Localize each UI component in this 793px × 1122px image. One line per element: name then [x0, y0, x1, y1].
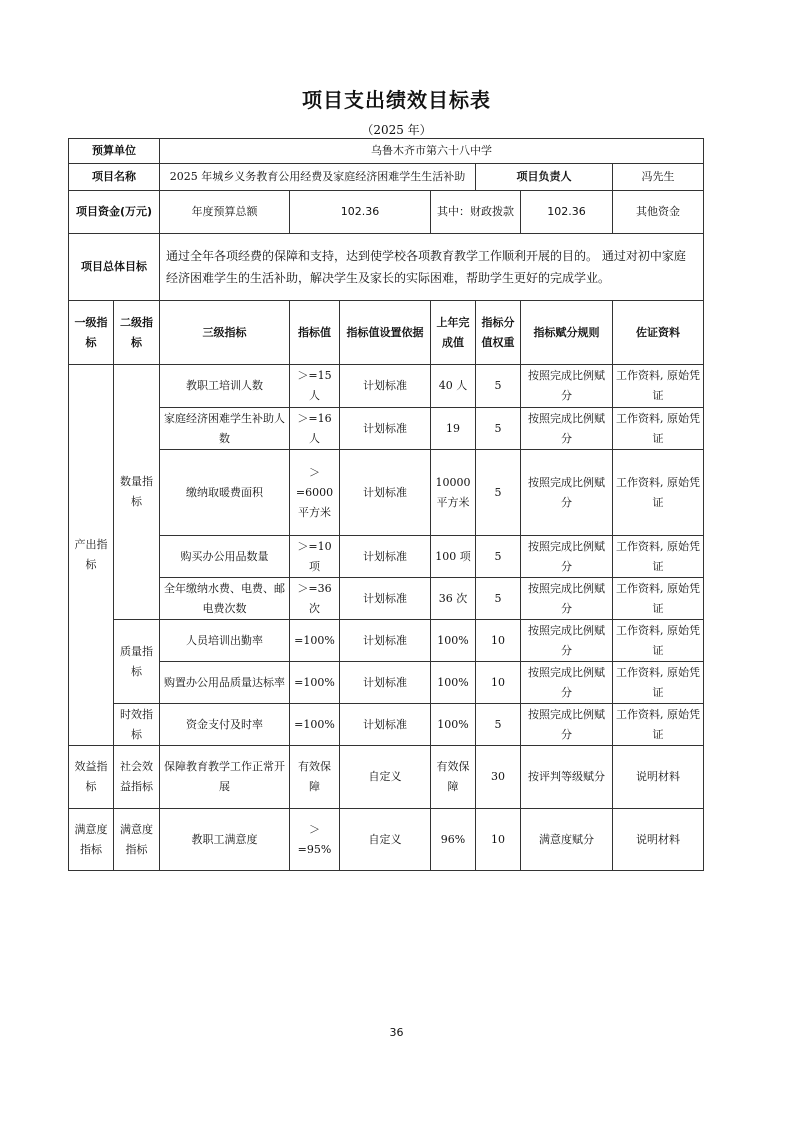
indicator-basis: 自定义	[340, 746, 431, 809]
indicator-basis: 计划标准	[340, 704, 431, 746]
performance-table	[68, 138, 704, 871]
indicator-rule: 满意度赋分	[521, 809, 613, 871]
indicator-last-year: 100 项	[431, 536, 476, 578]
header-evidence: 佐证资料	[613, 301, 704, 365]
group-output: 产出指标	[69, 365, 114, 746]
budget-unit-value: 乌鲁木齐市第六十八中学	[160, 139, 704, 164]
header-level1: 一级指标	[69, 301, 114, 365]
header-last-year: 上年完成值	[431, 301, 476, 365]
table-row	[69, 408, 704, 450]
table-row	[69, 536, 704, 578]
indicator-evidence: 说明材料	[613, 809, 704, 871]
indicator-evidence: 工作资料, 原始凭证	[613, 408, 704, 450]
project-name-row	[69, 164, 704, 191]
indicator-value: =100%	[290, 620, 340, 662]
indicator-rule: 按照完成比例赋分	[521, 408, 613, 450]
project-funds-label: 项目资金(万元)	[69, 191, 160, 234]
budget-unit-label: 预算单位	[69, 139, 160, 164]
header-weight: 指标分值权重	[476, 301, 521, 365]
page-title: 项目支出绩效目标表	[302, 88, 491, 112]
indicator-header-row	[69, 301, 704, 365]
indicator-name: 缴纳取暖费面积	[160, 450, 290, 536]
indicator-name: 保障教育教学工作正常开展	[160, 746, 290, 809]
indicator-name: 家庭经济困难学生补助人数	[160, 408, 290, 450]
group-quality: 质量指标	[114, 620, 160, 704]
group-quantity: 数量指标	[114, 365, 160, 620]
indicator-evidence: 工作资料, 原始凭证	[613, 662, 704, 704]
overall-goal-row	[69, 234, 704, 301]
header-rule: 指标赋分规则	[521, 301, 613, 365]
page-number: 36	[389, 1026, 404, 1039]
project-manager-value: 冯先生	[613, 164, 704, 191]
group-satisfaction-sub: 满意度指标	[114, 809, 160, 871]
indicator-name: 教职工培训人数	[160, 365, 290, 408]
project-funds-row	[69, 191, 704, 234]
indicator-basis: 计划标准	[340, 365, 431, 408]
indicator-weight: 10	[476, 620, 521, 662]
indicator-basis: 计划标准	[340, 536, 431, 578]
indicator-last-year: 100%	[431, 620, 476, 662]
project-manager-label: 项目负责人	[476, 164, 613, 191]
indicator-last-year: 10000平方米	[431, 450, 476, 536]
indicator-rule: 按照完成比例赋分	[521, 365, 613, 408]
indicator-rule: 按照完成比例赋分	[521, 662, 613, 704]
group-satisfaction: 满意度指标	[69, 809, 114, 871]
indicator-basis: 计划标准	[340, 450, 431, 536]
indicator-rule: 按照完成比例赋分	[521, 704, 613, 746]
indicator-weight: 5	[476, 408, 521, 450]
table-row	[69, 809, 704, 871]
indicator-last-year: 19	[431, 408, 476, 450]
indicator-value: ＞=15人	[290, 365, 340, 408]
indicator-basis: 计划标准	[340, 662, 431, 704]
table-row	[69, 578, 704, 620]
overall-goal-text: 通过全年各项经费的保障和支持，达到使学校各项教育教学工作顺利开展的目的。 通过对初中家庭经济困难学生的生活补助，解决学生及家长的实际困难，帮助学生更好的完成学业。	[160, 234, 704, 301]
indicator-rule: 按评判等级赋分	[521, 746, 613, 809]
indicator-basis: 计划标准	[340, 578, 431, 620]
indicator-evidence: 工作资料, 原始凭证	[613, 578, 704, 620]
indicator-value: ＞=16人	[290, 408, 340, 450]
indicator-name: 人员培训出勤率	[160, 620, 290, 662]
project-name-value: 2025 年城乡义务教育公用经费及家庭经济困难学生生活补助	[160, 164, 476, 191]
indicator-evidence: 工作资料, 原始凭证	[613, 620, 704, 662]
table-row	[69, 704, 704, 746]
indicator-weight: 10	[476, 662, 521, 704]
fiscal-funds-value: 102.36	[521, 191, 613, 234]
annual-budget-value: 102.36	[290, 191, 431, 234]
indicator-basis: 自定义	[340, 809, 431, 871]
indicator-weight: 5	[476, 704, 521, 746]
indicator-last-year: 96%	[431, 809, 476, 871]
budget-unit-row	[69, 139, 704, 164]
indicator-weight: 5	[476, 536, 521, 578]
indicator-name: 购置办公用品质量达标率	[160, 662, 290, 704]
table-row	[69, 662, 704, 704]
indicator-value: ＞=95%	[290, 809, 340, 871]
table-row	[69, 450, 704, 536]
indicator-rule: 按照完成比例赋分	[521, 620, 613, 662]
table-row	[69, 365, 704, 408]
fiscal-funds-label: 其中：财政拨款	[431, 191, 521, 234]
indicator-last-year: 40 人	[431, 365, 476, 408]
indicator-rule: 按照完成比例赋分	[521, 450, 613, 536]
overall-goal-label: 项目总体目标	[69, 234, 160, 301]
indicator-weight: 5	[476, 578, 521, 620]
project-name-label: 项目名称	[69, 164, 160, 191]
indicator-evidence: 工作资料, 原始凭证	[613, 450, 704, 536]
group-benefit: 效益指标	[69, 746, 114, 809]
indicator-weight: 5	[476, 450, 521, 536]
indicator-weight: 30	[476, 746, 521, 809]
group-timeliness: 时效指标	[114, 704, 160, 746]
table-row	[69, 620, 704, 662]
annual-budget-label: 年度预算总额	[160, 191, 290, 234]
indicator-evidence: 工作资料, 原始凭证	[613, 704, 704, 746]
indicator-weight: 10	[476, 809, 521, 871]
indicator-value: ＞=36次	[290, 578, 340, 620]
table-row	[69, 746, 704, 809]
indicator-value: ＞=6000平方米	[290, 450, 340, 536]
indicator-basis: 计划标准	[340, 408, 431, 450]
indicator-rule: 按照完成比例赋分	[521, 536, 613, 578]
indicator-evidence: 说明材料	[613, 746, 704, 809]
group-social: 社会效益指标	[114, 746, 160, 809]
indicator-last-year: 100%	[431, 662, 476, 704]
indicator-value: =100%	[290, 662, 340, 704]
indicator-name: 资金支付及时率	[160, 704, 290, 746]
header-level3: 三级指标	[160, 301, 290, 365]
indicator-value: ＞=10项	[290, 536, 340, 578]
indicator-value: 有效保障	[290, 746, 340, 809]
header-value: 指标值	[290, 301, 340, 365]
indicator-name: 全年缴纳水费、电费、邮电费次数	[160, 578, 290, 620]
indicator-last-year: 100%	[431, 704, 476, 746]
indicator-value: =100%	[290, 704, 340, 746]
indicator-name: 购买办公用品数量	[160, 536, 290, 578]
indicator-last-year: 36 次	[431, 578, 476, 620]
indicator-rule: 按照完成比例赋分	[521, 578, 613, 620]
indicator-name: 教职工满意度	[160, 809, 290, 871]
year-label: （2025 年）	[361, 123, 432, 137]
indicator-weight: 5	[476, 365, 521, 408]
indicator-evidence: 工作资料, 原始凭证	[613, 365, 704, 408]
header-level2: 二级指标	[114, 301, 160, 365]
indicator-evidence: 工作资料, 原始凭证	[613, 536, 704, 578]
other-funds-label: 其他资金	[613, 191, 704, 234]
indicator-last-year: 有效保障	[431, 746, 476, 809]
indicator-basis: 计划标准	[340, 620, 431, 662]
header-basis: 指标值设置依据	[340, 301, 431, 365]
